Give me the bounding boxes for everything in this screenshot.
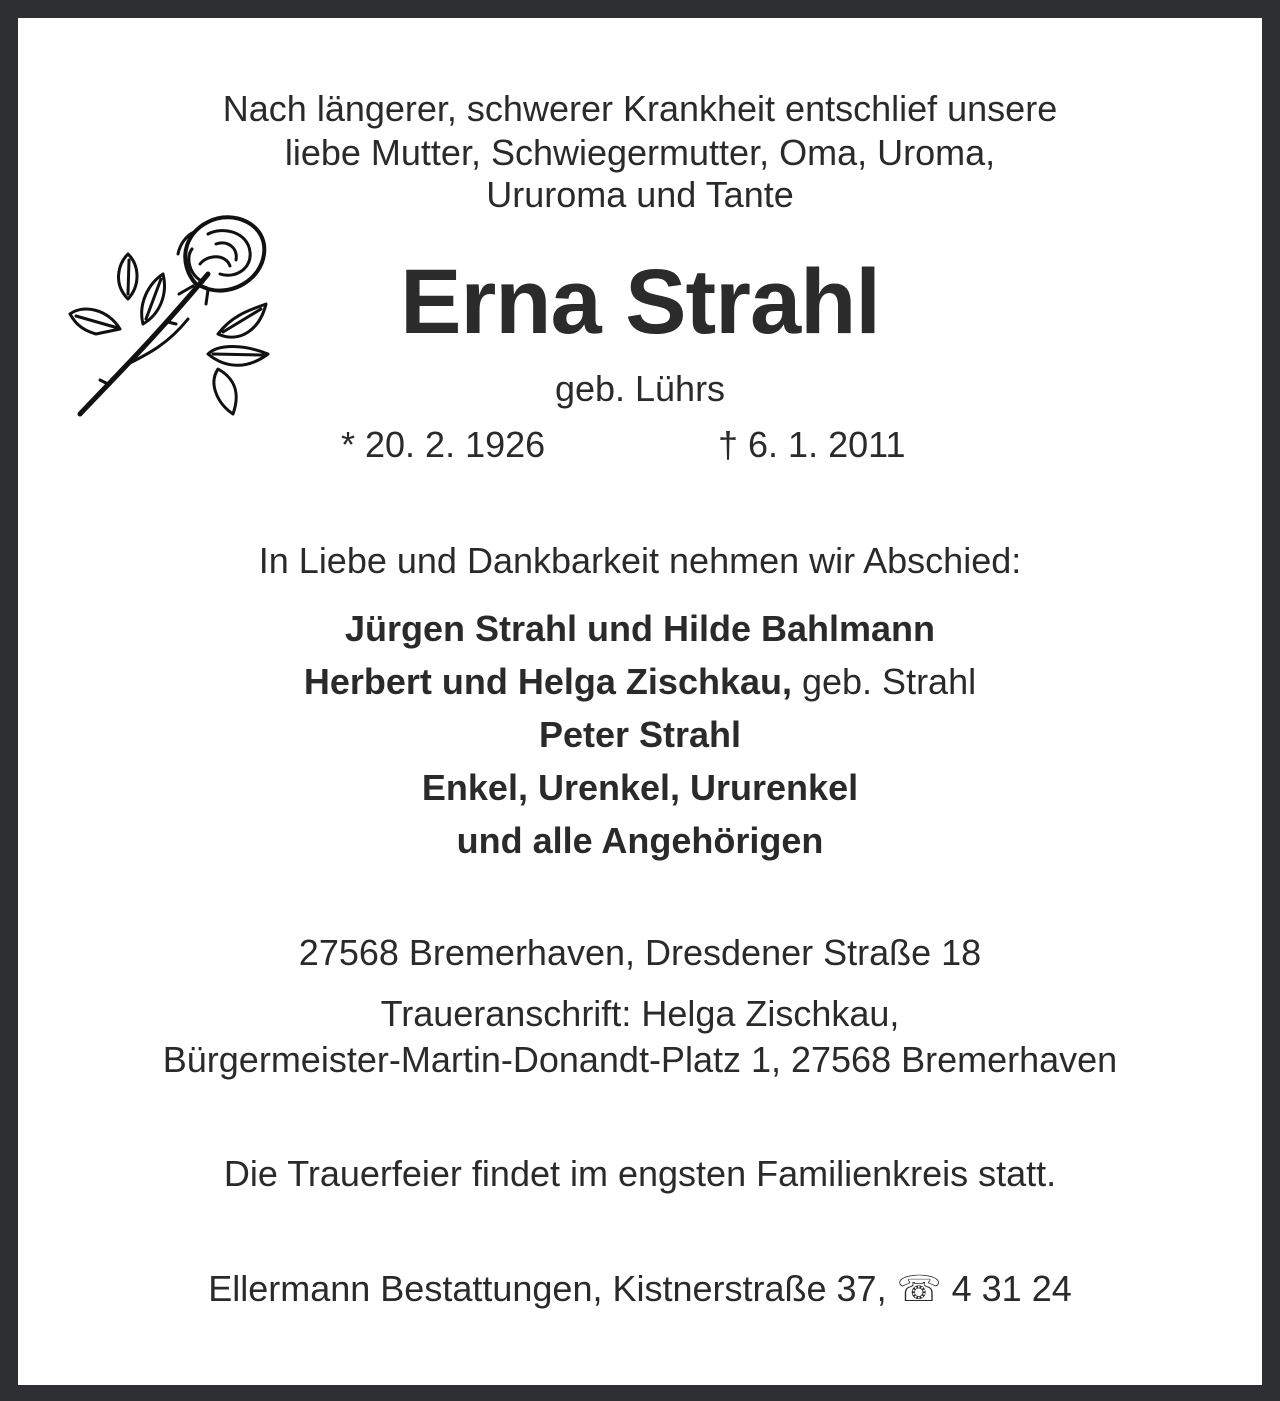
ceremony-text: Die Trauerfeier findet im engsten Familienkreis statt. bbox=[223, 1153, 1057, 1194]
mourner-line-5: und alle Angehörigen bbox=[456, 820, 824, 861]
mourner-line-1: Jürgen Strahl und Hilde Bahlmann bbox=[344, 608, 936, 649]
farewell-text: In Liebe und Dankbarkeit nehmen wir Abschied: bbox=[258, 540, 1022, 581]
mourner-line-2 bbox=[18, 655, 1262, 708]
obituary-notice bbox=[18, 18, 1262, 1385]
birth-date: * 20. 2. 1926 bbox=[341, 424, 546, 465]
mourner-line-2-names: Herbert und Helga Zischkau, bbox=[303, 661, 792, 702]
death-date: † 6. 1. 2011 bbox=[718, 424, 906, 465]
undertaker-text: Ellermann Bestattungen, Kistnerstraße 37, bbox=[208, 1268, 887, 1309]
mourner-line-2-birthname: geb. Strahl bbox=[791, 661, 977, 702]
undertaker-line bbox=[18, 1268, 1262, 1310]
mourner-line-3: Peter Strahl bbox=[538, 714, 742, 755]
phone-icon: ☏ bbox=[896, 1268, 942, 1309]
birth-name: geb. Lührs bbox=[554, 368, 726, 409]
intro-line-1: Nach längerer, schwerer Krankheit entschlief unsere bbox=[222, 88, 1058, 129]
intro-line-2: liebe Mutter, Schwiegermutter, Oma, Uroma, bbox=[284, 132, 996, 173]
mourning-address: Bürgermeister-Martin-Donandt-Platz 1, 27568 Bremerhaven bbox=[162, 1039, 1118, 1080]
undertaker-phone: 4 31 24 bbox=[951, 1268, 1072, 1309]
home-address: 27568 Bremerhaven, Dresdener Straße 18 bbox=[298, 932, 982, 973]
mourning-address-label: Traueranschrift: Helga Zischkau, bbox=[380, 993, 900, 1034]
intro-line-3: Ururoma und Tante bbox=[486, 174, 794, 215]
deceased-name: Erna Strahl bbox=[400, 251, 880, 353]
mourner-line-4: Enkel, Urenkel, Ururenkel bbox=[421, 767, 859, 808]
